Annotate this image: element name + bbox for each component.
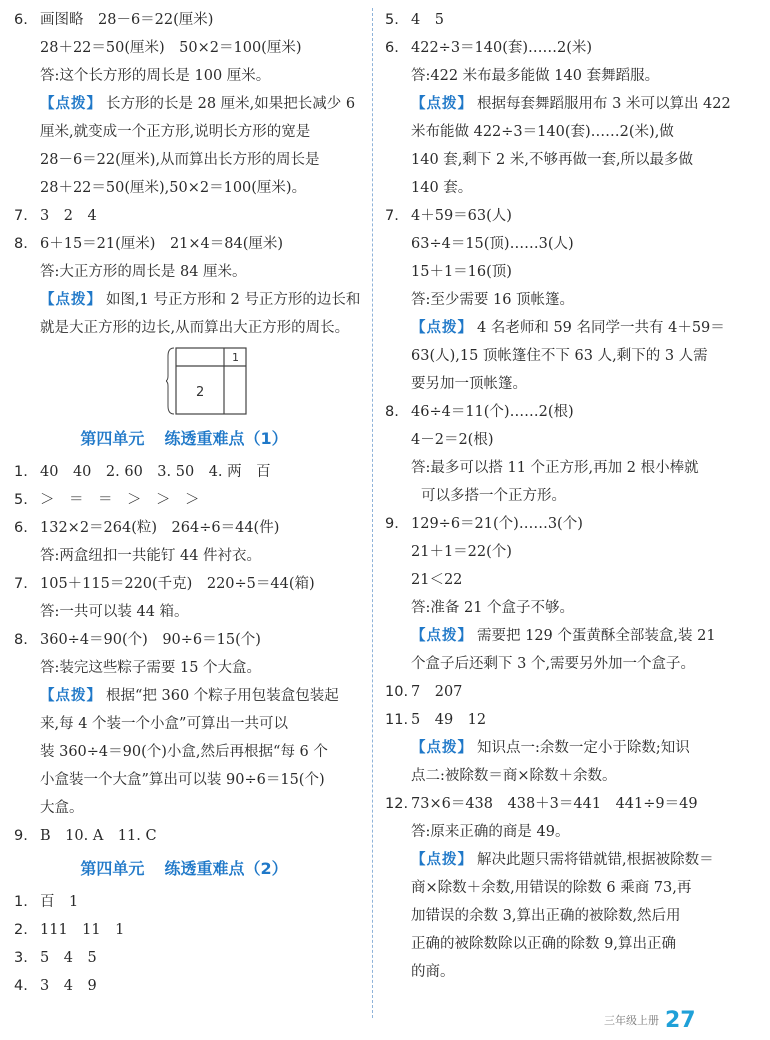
answer-line: 8. 46÷4＝11(个)……2(根) [385,404,574,420]
answer-line: 2. 111 11 1 [14,922,125,938]
answer-line: 15＋1＝16(顶) [411,264,512,280]
tip-line: 要另加一顶帐篷。 [411,376,527,392]
answer-statement: 答:最多可以搭 11 个正方形,再加 2 根小棒就 [411,460,699,476]
answer-line: 28＋22＝50(厘米) 50×2＝100(厘米) [40,40,302,56]
squares-diagram [166,346,256,416]
answer-statement: 可以多搭一个正方形。 [421,488,566,504]
answer-line: 8. 6＋15＝21(厘米) 21×4＝84(厘米) [14,236,284,252]
answer-line: 11. 5 49 12 [385,712,487,728]
tip-line: 点二:被除数＝商×除数＋余数。 [411,768,617,784]
tip-line: 正确的被除数除以正确的除数 9,算出正确 [411,936,676,952]
answer-line: 63÷4＝15(顶)……3(人) [411,236,574,252]
answer-statement: 答:原来正确的商是 49。 [411,824,570,840]
answer-line: 1. 40 40 2. 60 3. 50 4. 两 百 [14,464,271,480]
tip-tag: 【点拨】 [40,292,102,308]
answer-statement: 答:422 米布最多能做 140 套舞蹈服。 [411,68,660,84]
tip-line: 商×除数＋余数,用错误的除数 6 乘商 73,再 [411,880,692,896]
answer-line: 8. 360÷4＝90(个) 90÷6＝15(个) [14,632,261,648]
page-number: 27 [665,1008,696,1033]
answer-line: 4－2＝2(根) [411,432,494,448]
answer-line: 3. 5 4 5 [14,950,97,966]
tip-line: 【点拨】 需要把 129 个蛋黄酥全部装盒,装 21 [411,628,716,644]
tip-tag: 【点拨】 [411,320,473,336]
unit-heading: 第四单元 练透重难点（2） [80,859,288,878]
tip-line: 装 360÷4＝90(个)小盒,然后再根据“每 6 个 [40,744,328,760]
tip-tag: 【点拨】 [40,688,102,704]
answer-line: 7. 3 2 4 [14,208,97,224]
tip-line: 140 套,剩下 2 米,不够再做一套,所以最多做 [411,152,694,168]
tip-line: 【点拨】 根据“把 360 个粽子用包装盒包装起 [40,688,339,704]
answer-statement: 答:两盒纽扣一共能钉 44 件衬衣。 [40,548,262,564]
tip-line: 【点拨】 4 名老师和 59 名同学一共有 4＋59＝ [411,320,725,336]
answer-line: 21＜22 [411,572,463,588]
square-figure [14,342,354,420]
tip-line: 【点拨】 知识点一:余数一定小于除数;知识 [411,740,690,756]
answer-line: 7. 105＋115＝220(千克) 220÷5＝44(箱) [14,576,315,592]
tip-line: 厘米,就变成一个正方形,说明长方形的宽是 [40,124,311,140]
tip-line: 来,每 4 个装一个小盒”可算出一共可以 [40,716,288,732]
answer-statement: 答:大正方形的周长是 84 厘米。 [40,264,247,280]
answer-line: 7. 4＋59＝63(人) [385,208,512,224]
tip-line: 【点拨】 长方形的长是 28 厘米,如果把长减少 6 [40,96,356,112]
answer-line: 4. 3 4 9 [14,978,97,994]
answer-line: 6. 画图略 28－6＝22(厘米) [14,12,214,28]
tip-line: 【点拨】 如图,1 号正方形和 2 号正方形的边长和 [40,292,361,308]
tip-line: 个盒子后还剩下 3 个,需要另外加一个盒子。 [411,656,696,672]
tip-line: 63(人),15 顶帐篷住不下 63 人,剩下的 3 人需 [411,348,708,364]
tip-line: 小盒装一个大盒”算出可以装 90÷6＝15(个) [40,772,325,788]
right-column [385,6,755,986]
column-divider [372,8,373,1018]
tip-line: 28－6＝22(厘米),从而算出长方形的周长是 [40,152,320,168]
tip-line: 28＋22＝50(厘米),50×2＝100(厘米)。 [40,180,307,196]
tip-tag: 【点拨】 [411,852,473,868]
answer-line: 6. 132×2＝264(粒) 264÷6＝44(件) [14,520,280,536]
tip-tag: 【点拨】 [411,96,473,112]
answer-line: 6. 422÷3＝140(套)……2(米) [385,40,593,56]
tip-line: 140 套。 [411,180,473,196]
answer-statement: 答:这个长方形的周长是 100 厘米。 [40,68,271,84]
answer-line: 9. B 10. A 11. C [14,828,157,844]
answer-statement: 答:至少需要 16 顶帐篷。 [411,292,575,308]
tip-line: 加错误的余数 3,算出正确的被除数,然后用 [411,908,681,924]
tip-line: 米布能做 422÷3＝140(套)……2(米),做 [411,124,674,140]
answer-line: 12. 73×6＝438 438＋3＝441 441÷9＝49 [385,796,698,812]
square-2-label: 2 [196,385,205,400]
left-column [14,6,361,1000]
answer-statement: 答:装完这些粽子需要 15 个大盒。 [40,660,262,676]
tip-line: 【点拨】 解决此题只需将错就错,根据被除数＝ [411,852,714,868]
answer-statement: 答:一共可以装 44 箱。 [40,604,189,620]
answer-line: 1. 百 1 [14,894,79,910]
grade-label: 三年级上册 [604,1014,659,1027]
tip-line: 的商。 [411,964,455,980]
answer-line: 10. 7 207 [385,684,463,700]
tip-line: 就是大正方形的边长,从而算出大正方形的周长。 [40,320,350,336]
answer-line: 9. 129÷6＝21(个)……3(个) [385,516,583,532]
tip-tag: 【点拨】 [40,96,102,112]
answer-line: 21＋1＝22(个) [411,544,512,560]
tip-line: 【点拨】 根据每套舞蹈服用布 3 米可以算出 422 [411,96,731,112]
tip-tag: 【点拨】 [411,740,473,756]
unit-heading: 第四单元 练透重难点（1） [80,429,288,448]
page-footer [604,1008,696,1034]
tip-line: 大盒。 [40,800,84,816]
tip-tag: 【点拨】 [411,628,473,644]
square-1-label: 1 [232,351,239,364]
answer-line: 5. 4 5 [385,12,444,28]
answer-statement: 答:准备 21 个盒子不够。 [411,600,575,616]
answer-line: 5. ＞ ＝ ＝ ＞ ＞ ＞ [14,492,200,508]
